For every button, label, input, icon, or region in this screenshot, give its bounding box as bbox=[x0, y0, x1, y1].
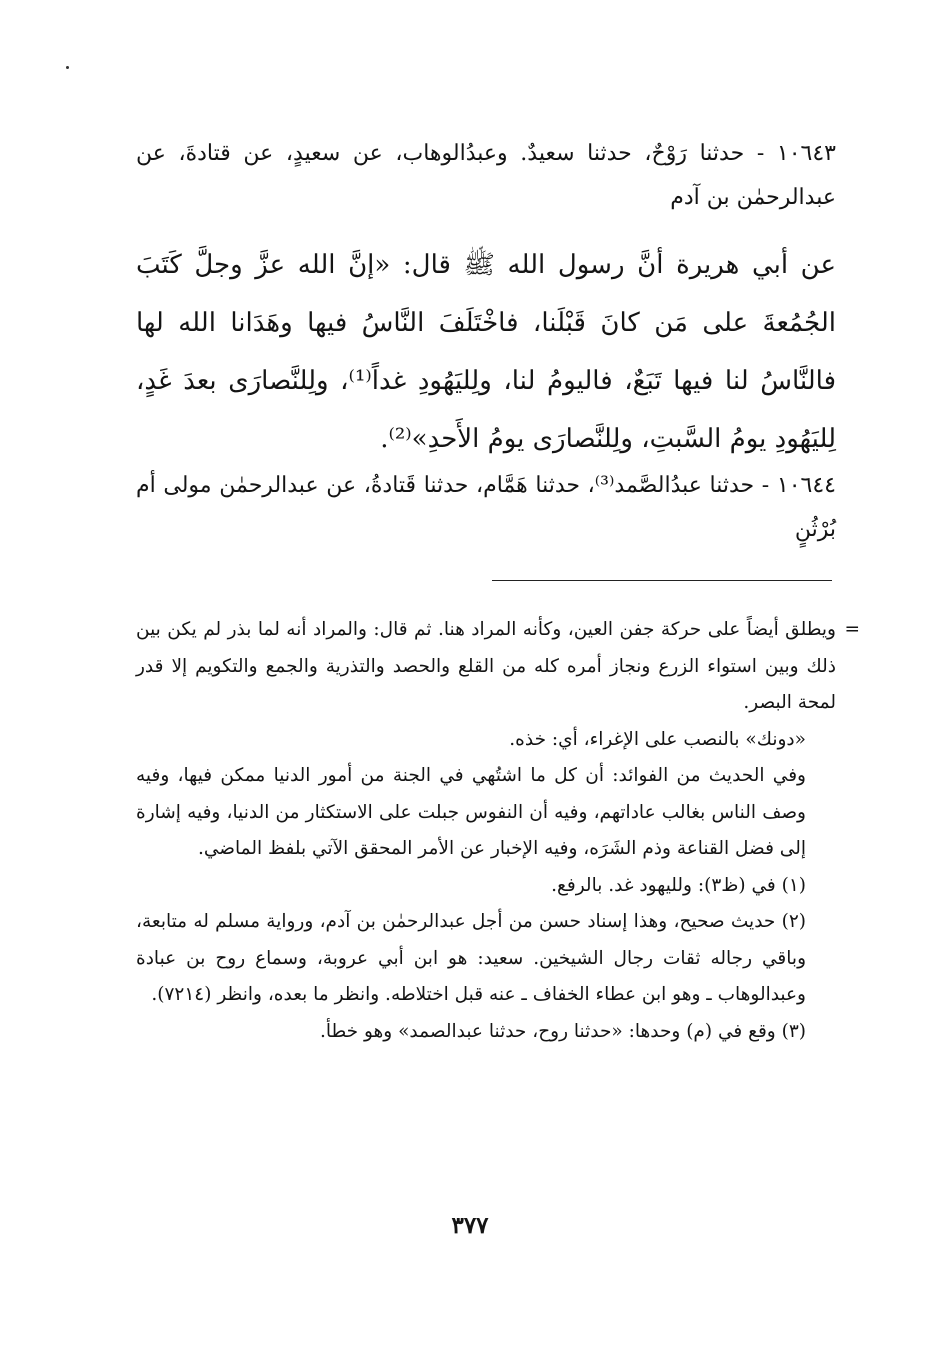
footnote-separator bbox=[492, 580, 832, 581]
isnad-text: ١٠٦٤٣ - حدثنا رَوْحٌ، حدثنا سعيدٌ. وعبدُالوهاب، عن سعيدٍ، عن قتادةَ، عن عبدالرحمٰن بن آدم bbox=[136, 141, 836, 210]
isnad-text: ١٠٦٤٤ - حدثنا عبدُالصَّمد⁽³⁾، حدثنا هَمَّام، حدثنا قَتادةُ، عن عبدالرحمٰن مولى أم بُرْثُنٍ bbox=[136, 473, 836, 542]
footnote-3: (٣) وقع في (م) وحدها: «حدثنا روح، حدثنا عبدالصمد» وهو خطأ. bbox=[319, 1020, 806, 1042]
matn-text: عن أبي هريرة أنَّ رسول الله ﷺ قال: «إنَّ الله عزَّ وجلَّ كَتَبَ الجُمُعةَ على مَن كانَ قَبْلَنا، فاخْتَلَفَ النَّاسُ فيها وهَدَانا الله لها فالنَّاسُ لنا فيها تَبَعٌ، فاليومُ لنا، ولِليَهُودِ غداً⁽¹⁾، ولِلنَّصارَى بعدَ غَدٍ، لِليَهُودِ يومُ السَّبتِ، ولِلنَّصارَى يومُ الأَحدِ»⁽²⁾. bbox=[136, 250, 836, 454]
footnote-1: (١) في (ظ٣): ولليهود غد. بالرفع. bbox=[551, 874, 806, 896]
page-number: ٣٧٧ bbox=[451, 1212, 489, 1239]
footnote-continuation bbox=[136, 612, 860, 722]
scan-speck bbox=[66, 66, 69, 69]
footnote-2: (٢) حديث صحيح، وهذا إسناد حسن من أجل عبدالرحمٰن بن آدم، ورواية مسلم له متابعة، وباقي رجاله ثقات رجال الشيخين. سعيد: هو ابن أبي عروبة، وسماع روح بن عبادة وعبدالوهاب ـ وهو ابن عطاء الخفاف ـ عنه قبل اختلاطه. وانظر ما بعده، وانظر (٧٢١٤). bbox=[136, 911, 806, 1005]
hadith-10643-matn bbox=[136, 236, 836, 468]
footnote-dunak: «دونك» بالنصب على الإغراء، أي: خذه. bbox=[509, 728, 806, 750]
continuation-mark: = bbox=[844, 619, 860, 640]
continuation-text: ويطلق أيضاً على حركة جفن العين، وكأنه المراد هنا. ثم قال: والمراد أنه لما بذر لم يكن بين ذلك وبين استواء الزرع ونجاز أمره كله من القلع والحصد والتذرية والجمع والتكويم إلا قدر لمحة البصر. bbox=[136, 619, 836, 713]
hadith-10644-isnad bbox=[136, 464, 836, 552]
footnotes bbox=[136, 612, 860, 1050]
hadith-10643-isnad bbox=[136, 132, 836, 220]
footnote-benefits: وفي الحديث من الفوائد: أن كل ما اشتُهي في الجنة من أمور الدنيا ممكن فيها، وفيه وصف الناس بغالب عاداتهم، وفيه أن النفوس جبلت على الاستكثار من الدنيا، وفيه إشارة إلى فضل القناعة وذم الشَرَه، وفيه الإخبار عن الأمر المحقق الآتي بلفظ الماضي. bbox=[136, 765, 806, 859]
